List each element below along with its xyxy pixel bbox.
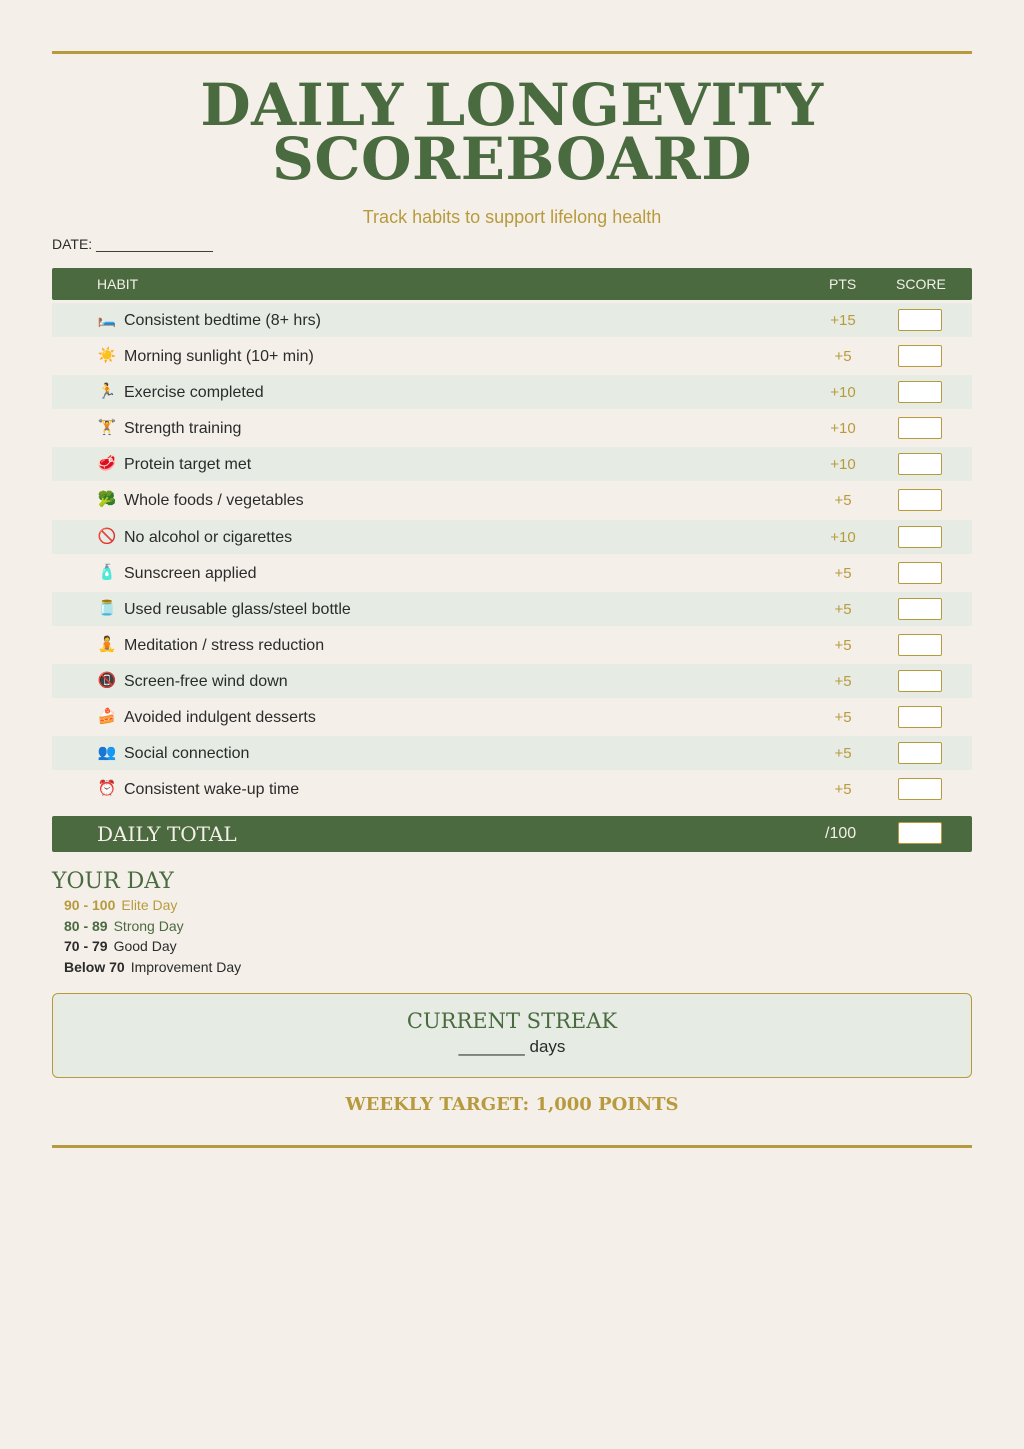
top-divider (52, 51, 972, 54)
date-field[interactable]: DATE: _______________ (52, 236, 213, 252)
habit-row (52, 520, 972, 554)
daily-total-max: /100 (825, 825, 857, 842)
habit-label: Sunscreen applied (124, 564, 257, 582)
no-phones-icon: 📵 (97, 671, 117, 689)
habit-points: +5 (834, 709, 852, 727)
steak-icon: 🥩 (97, 455, 117, 473)
sun-icon: ☀️ (97, 347, 117, 365)
prohibited-icon: 🚫 (97, 527, 117, 545)
alarm-clock-icon: ⏰ (97, 780, 117, 798)
habit-row (52, 411, 972, 445)
tier-elite: 90 - 100 Elite Day (64, 897, 178, 913)
runner-icon: 🏃 (97, 383, 117, 401)
column-header-score: SCORE (896, 276, 946, 292)
cake-icon: 🍰 (97, 708, 117, 726)
habit-label: Social connection (124, 745, 250, 763)
habit-points: +10 (830, 528, 856, 546)
bed-icon: 🛏️ (97, 311, 117, 328)
habit-table-header (52, 268, 972, 300)
column-header-pts: PTS (829, 276, 857, 292)
tier-strong: 80 - 89 Strong Day (64, 917, 184, 934)
habit-score-box[interactable] (898, 417, 942, 439)
habit-score-box[interactable] (898, 706, 942, 728)
habit-points: +5 (834, 564, 852, 582)
current-streak-days[interactable]: _______ days (458, 1037, 566, 1056)
meditation-icon: 🧘 (97, 635, 117, 653)
habit-points: +5 (834, 348, 852, 366)
habit-points: +5 (834, 636, 852, 654)
current-streak-heading: CURRENT STREAK (406, 1009, 618, 1033)
habit-row (52, 303, 972, 337)
broccoli-icon: 🥦 (97, 491, 117, 509)
habit-row (52, 556, 972, 590)
habit-score-box[interactable] (898, 670, 942, 692)
daily-total-label: DAILY TOTAL (97, 822, 237, 846)
habit-list (52, 303, 972, 808)
habit-label: Meditation / stress reduction (124, 636, 325, 654)
habit-row (52, 447, 972, 481)
habit-points: +10 (830, 384, 856, 402)
page-subtitle: Track habits to support lifelong health (362, 207, 662, 227)
habit-label: No alcohol or cigarettes (124, 528, 293, 546)
habit-label: Screen-free wind down (124, 672, 288, 690)
habit-label: Consistent bedtime (8+ hrs) (124, 312, 321, 329)
habit-points: +5 (834, 745, 852, 763)
habit-label: Protein target met (124, 456, 252, 474)
habit-score-box[interactable] (898, 345, 942, 367)
habit-label: Avoided indulgent desserts (124, 709, 316, 727)
habit-points: +10 (830, 456, 856, 474)
habit-row (52, 592, 972, 626)
lotion-bottle-icon: 🧴 (97, 563, 117, 581)
habit-points: +5 (834, 672, 852, 690)
daily-total-score-box[interactable] (898, 822, 942, 844)
habit-score-box[interactable] (898, 634, 942, 656)
habit-label: Morning sunlight (10+ min) (124, 348, 314, 366)
habit-row (52, 483, 972, 517)
habit-score-box[interactable] (898, 598, 942, 620)
tier-improvement: Below 70 Improvement Day (64, 959, 242, 976)
habit-row (52, 772, 972, 806)
jar-icon: 🫙 (97, 599, 117, 617)
people-icon: 👥 (97, 744, 117, 762)
title-line-1: DAILY LONGEVITY (200, 71, 824, 139)
habit-row (52, 700, 972, 734)
habit-score-box[interactable] (898, 742, 942, 764)
daily-total-bar (52, 816, 972, 852)
habit-points: +15 (830, 312, 856, 329)
score-tiers (64, 897, 241, 980)
habit-score-box[interactable] (898, 309, 942, 331)
habit-label: Strength training (124, 420, 242, 438)
habit-score-box[interactable] (898, 453, 942, 475)
habit-label: Exercise completed (124, 384, 264, 402)
your-day-heading: YOUR DAY (52, 869, 174, 894)
habit-points: +5 (834, 492, 852, 510)
habit-score-box[interactable] (898, 562, 942, 584)
bottom-divider (52, 1145, 972, 1148)
habit-label: Whole foods / vegetables (124, 492, 304, 510)
habit-score-box[interactable] (898, 526, 942, 548)
tier-good: 70 - 79 Good Day (64, 938, 177, 955)
habit-row (52, 664, 972, 698)
habit-row (52, 375, 972, 409)
habit-row (52, 628, 972, 662)
weekly-target: WEEKLY TARGET: 1,000 POINTS (345, 1094, 679, 1115)
page-title (0, 71, 1024, 193)
habit-score-box[interactable] (898, 489, 942, 511)
habit-label: Used reusable glass/steel bottle (124, 600, 351, 618)
habit-score-box[interactable] (898, 778, 942, 800)
habit-points: +5 (834, 600, 852, 618)
habit-points: +5 (834, 781, 852, 799)
habit-score-box[interactable] (898, 381, 942, 403)
habit-row (52, 339, 972, 373)
current-streak-box (52, 993, 972, 1078)
habit-row (52, 736, 972, 770)
weightlifter-icon: 🏋️ (97, 419, 117, 437)
habit-points: +10 (830, 420, 856, 438)
column-header-habit: HABIT (97, 276, 139, 292)
habit-label: Consistent wake-up time (124, 781, 300, 799)
title-line-2: SCOREBOARD (271, 125, 753, 193)
